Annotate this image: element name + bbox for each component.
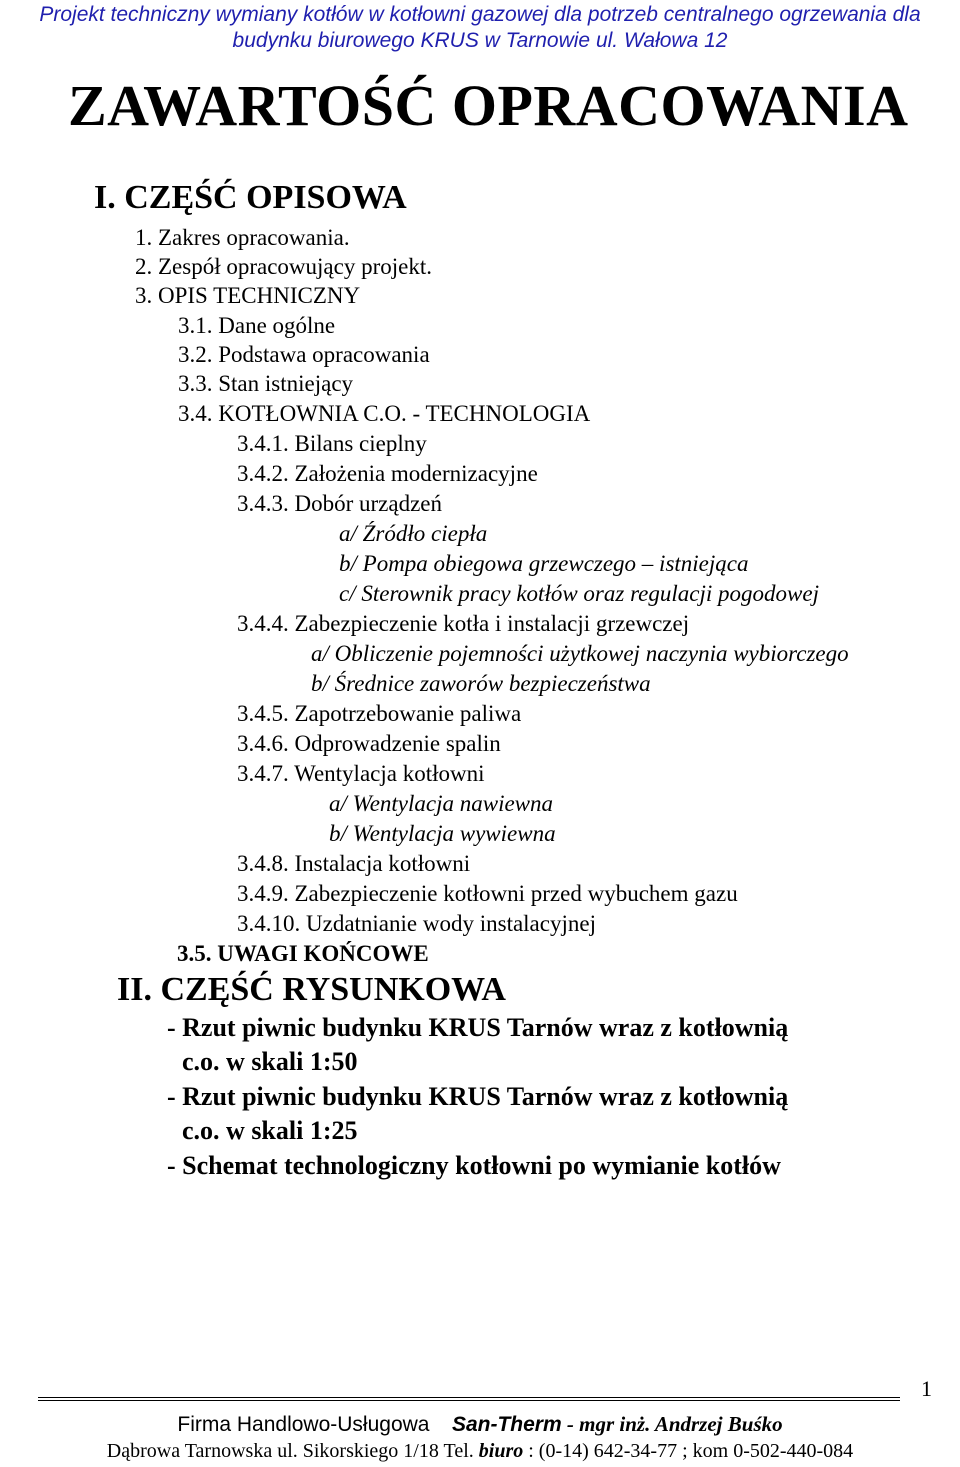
toc-subitem: a/ Obliczenie pojemności użytkowej naczynia wybiorczego bbox=[311, 641, 849, 666]
drawing-item: c.o. w skali 1:25 bbox=[182, 1116, 358, 1145]
header-line-2: budynku biurowego KRUS w Tarnowie ul. Wałowa 12 bbox=[232, 29, 728, 52]
header-line-1: Projekt techniczny wymiany kotłów w kotłowni gazowej dla potrzeb centralnego ogrzewania dla bbox=[39, 3, 921, 26]
page-number: 1 bbox=[921, 1376, 932, 1401]
footer-company: Firma Handlowo-Usługowa bbox=[177, 1413, 430, 1436]
toc-item: 3.4.8. Instalacja kotłowni bbox=[237, 851, 471, 876]
drawing-item: - Rzut piwnic budynku KRUS Tarnów wraz z kotłownią bbox=[167, 1013, 789, 1042]
drawing-item: - Schemat technologiczny kotłowni po wymianie kotłów bbox=[167, 1151, 781, 1180]
toc-subitem: b/ Wentylacja wywiewna bbox=[329, 821, 556, 846]
toc-item: 2. Zespół opracowujący projekt. bbox=[135, 254, 432, 279]
toc-subitem: a/ Wentylacja nawiewna bbox=[329, 791, 554, 816]
toc-heading-part-2: II. CZĘŚĆ RYSUNKOWA bbox=[117, 971, 506, 1008]
toc-heading-part-1: I. CZĘŚĆ OPISOWA bbox=[94, 179, 407, 216]
footer-dash: - bbox=[566, 1412, 580, 1436]
drawing-item: c.o. w skali 1:50 bbox=[182, 1047, 358, 1076]
toc-item: 3.4.10. Uzdatnianie wody instalacyjnej bbox=[237, 911, 596, 936]
toc-item: 3.4.6. Odprowadzenie spalin bbox=[237, 731, 501, 756]
footer-divider bbox=[38, 1397, 900, 1401]
toc-item: 3.4.4. Zabezpieczenie kotła i instalacji grzewczej bbox=[237, 611, 690, 636]
toc-subitem: b/ Średnice zaworów bezpieczeństwa bbox=[311, 671, 651, 696]
toc-subitem: a/ Źródło ciepła bbox=[339, 521, 488, 546]
toc-item: 3.4.5. Zapotrzebowanie paliwa bbox=[237, 701, 522, 726]
footer-address-line bbox=[0, 1438, 960, 1464]
toc-item: 3.4. KOTŁOWNIA C.O. - TECHNOLOGIA bbox=[178, 401, 591, 426]
document-title: ZAWARTOŚĆ OPRACOWANIA bbox=[68, 73, 909, 138]
toc-item: 3.1. Dane ogólne bbox=[178, 313, 336, 338]
toc-subitem: b/ Pompa obiegowa grzewczego – istniejąca bbox=[339, 551, 749, 576]
footer-company-line bbox=[0, 1410, 960, 1439]
toc-item: 3.4.2. Założenia modernizacyjne bbox=[237, 461, 538, 486]
page-header bbox=[0, 2, 960, 54]
toc-item: 1. Zakres opracowania. bbox=[135, 225, 350, 250]
drawing-item: - Rzut piwnic budynku KRUS Tarnów wraz z kotłownią bbox=[167, 1082, 789, 1111]
toc-subitem: c/ Sterownik pracy kotłów oraz regulacji pogodowej bbox=[339, 581, 819, 606]
footer-engineer: mgr inż. Andrzej Buśko bbox=[579, 1412, 783, 1436]
footer-contacts: : (0-14) 642-34-77 ; kom 0-502-440-084 bbox=[528, 1440, 854, 1462]
toc-item: 3.3. Stan istniejący bbox=[178, 371, 354, 396]
footer-biuro-label: biuro bbox=[478, 1440, 524, 1462]
toc-item: 3.4.9. Zabezpieczenie kotłowni przed wybuchem gazu bbox=[237, 881, 738, 906]
toc-item: 3.2. Podstawa opracowania bbox=[178, 342, 430, 367]
footer-address: Dąbrowa Tarnowska ul. Sikorskiego 1/18 Tel. bbox=[106, 1440, 474, 1462]
footer-brand: San-Therm bbox=[451, 1413, 562, 1436]
toc-item: 3.4.1. Bilans cieplny bbox=[237, 431, 427, 456]
toc-item: 3.4.7. Wentylacja kotłowni bbox=[237, 761, 485, 786]
toc-item: 3.4.3. Dobór urządzeń bbox=[237, 491, 443, 516]
toc-item: 3. OPIS TECHNICZNY bbox=[135, 283, 361, 308]
toc-item-bold: 3.5. UWAGI KOŃCOWE bbox=[177, 941, 429, 966]
